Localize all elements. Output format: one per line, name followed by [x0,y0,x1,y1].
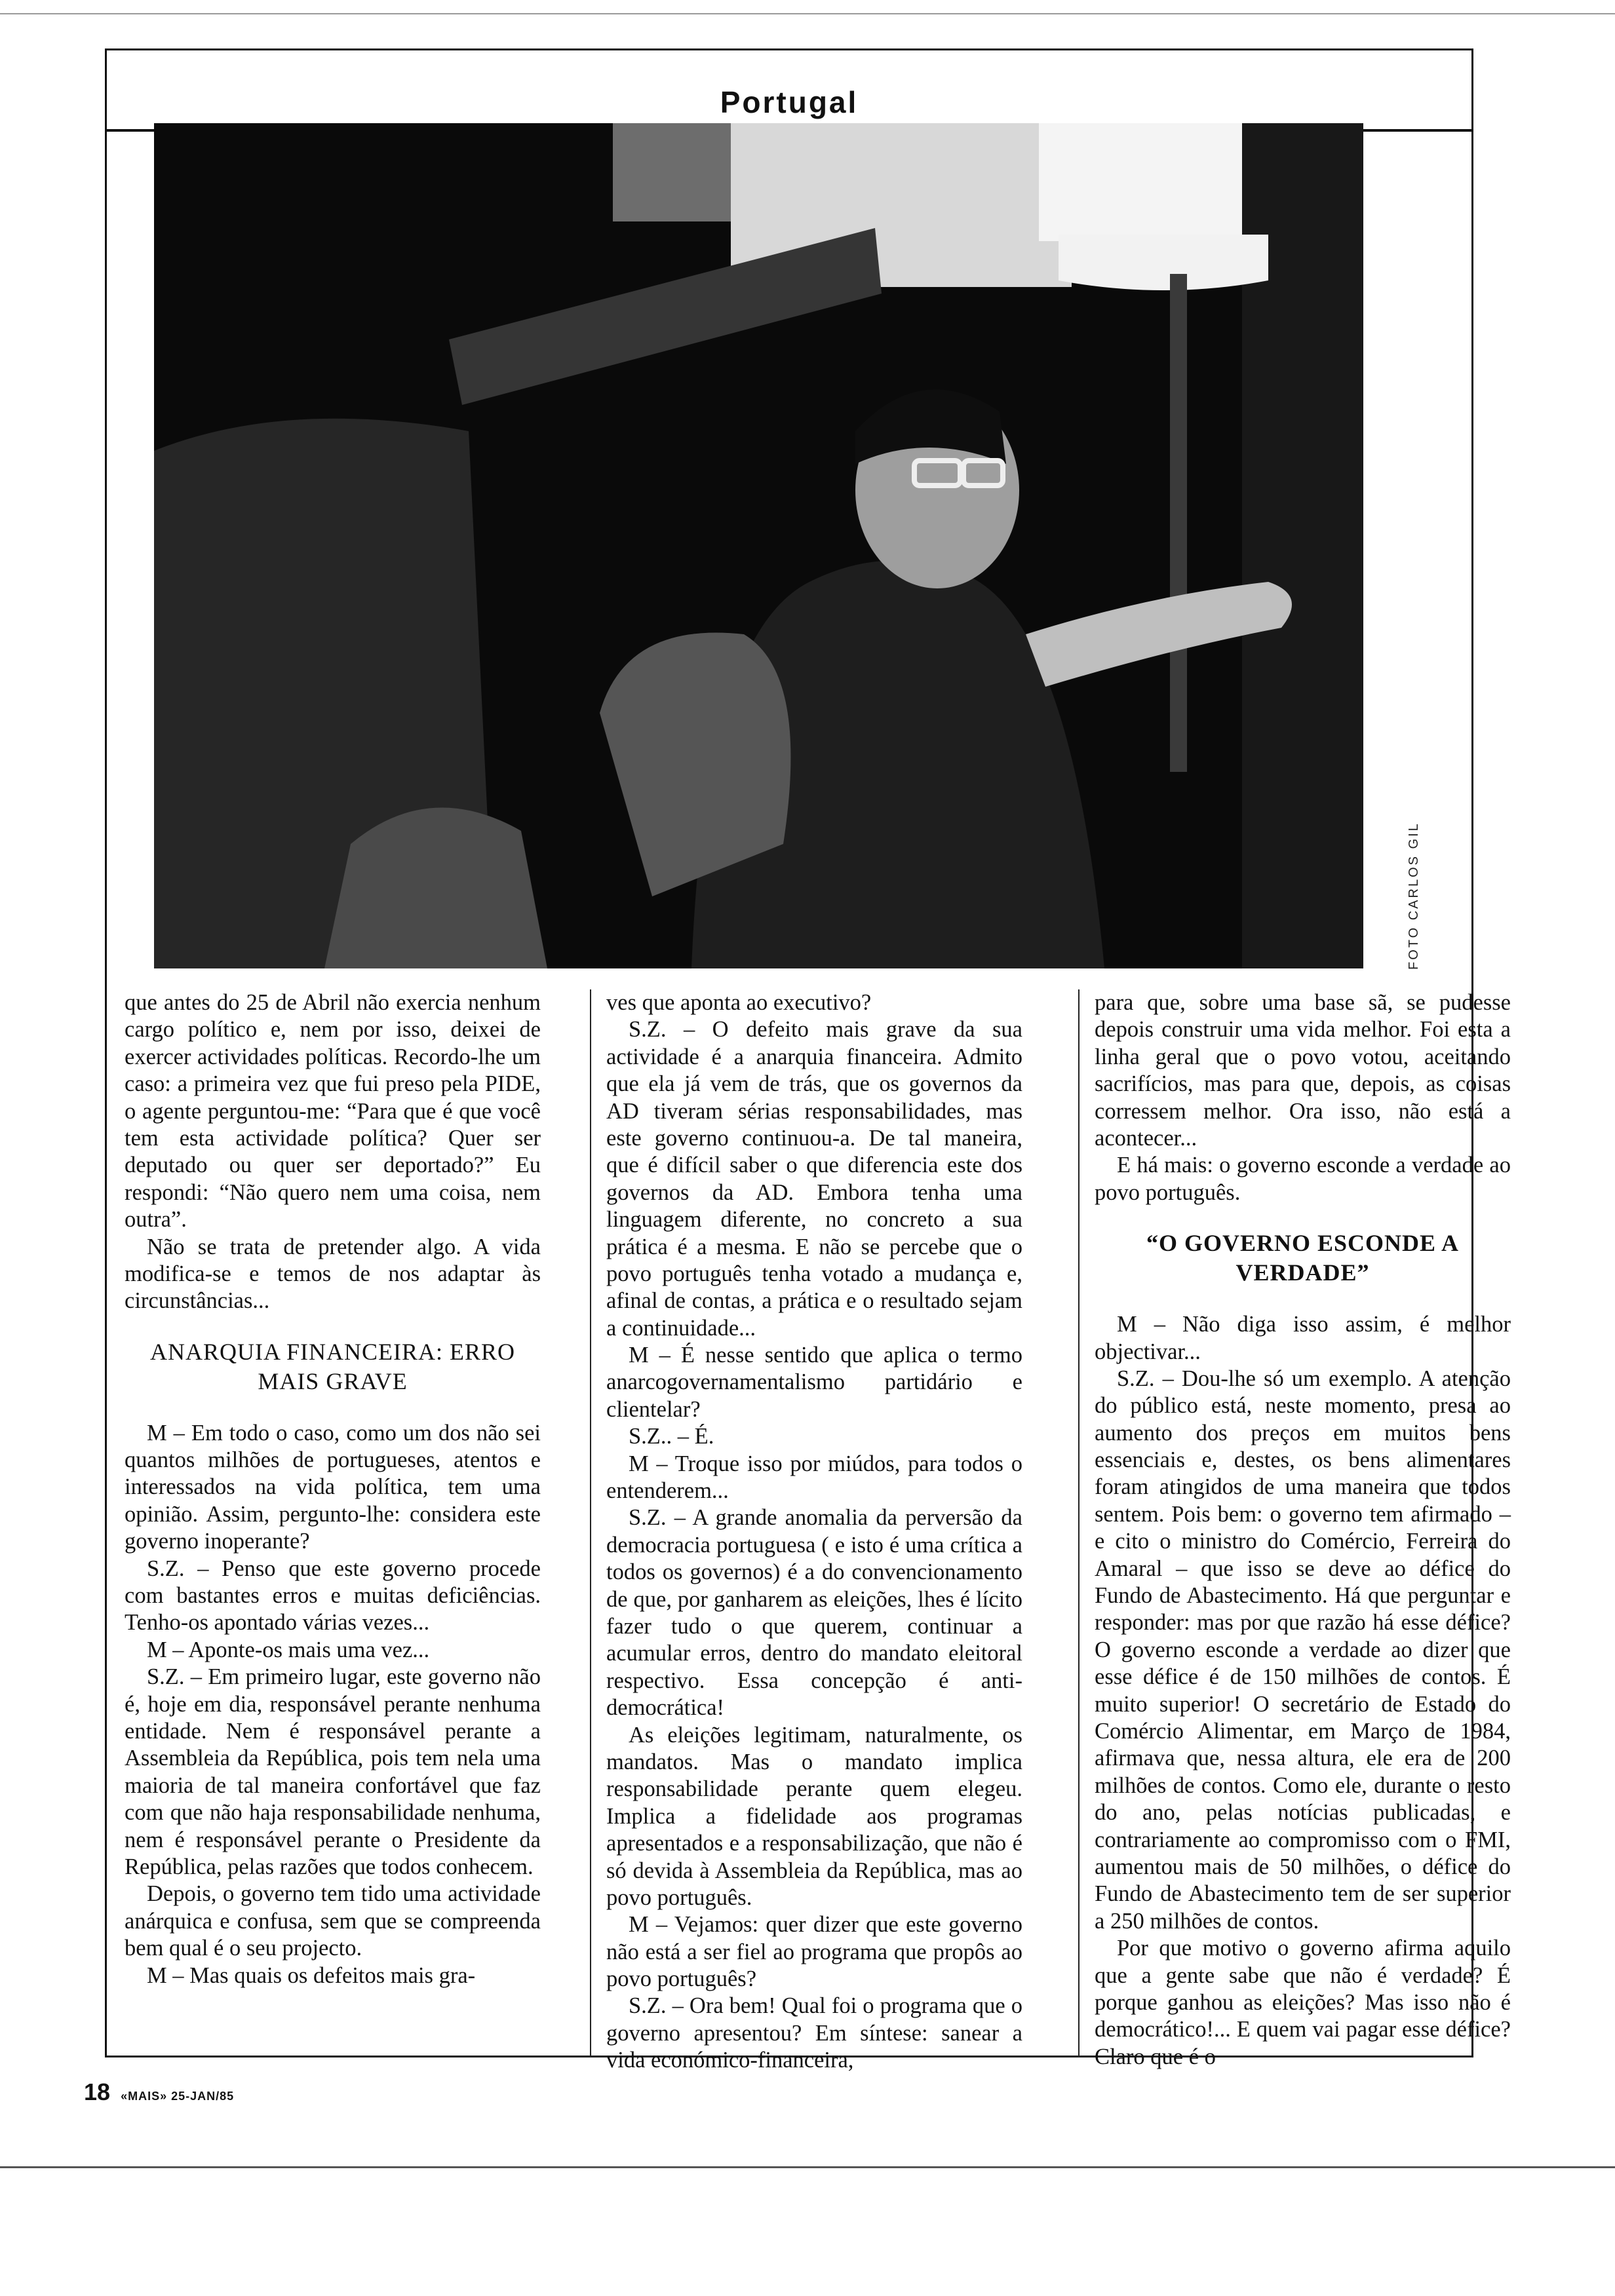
page-number: 18 [84,2078,111,2105]
paragraph: M – Mas quais os defeitos mais gra- [147,1962,476,1988]
scan-edge-top [0,13,1615,14]
paragraph: M – Aponte-os mais uma vez... [147,1637,430,1662]
paragraph: Depois, o governo tem tido uma actividade anárquica e confusa, sem que se compreenda bem qual é o seu projecto. [125,1881,541,1961]
paragraph: M – Em todo o caso, como um dos não sei quantos milhões de portugueses, atentos e interessados na vida política, tem uma opinião. Assim, pergunto-lhe: considera este governo inoperante? [125,1420,541,1554]
column-divider [1078,989,1080,2057]
article-photo [154,123,1363,968]
paragraph: S.Z. – A grande anomalia da perversão da democracia portuguesa ( e isto é uma crítica a todos os governos) é a do convencionamento de que, por ganharem as eleições, lhes é lícito fazer tudo o que querem, continuar a acumular erros, dentro do mandato eleitoral respectivo. Essa concepção é anti-democrática! [606,1505,1022,1721]
paragraph: M – Vejamos: quer dizer que este governo não está a ser fiel ao programa que propôs ao povo português? [606,1912,1022,1992]
article-column-2 [606,989,1022,2075]
paragraph: que antes do 25 de Abril não exercia nenhum cargo político e, nem por isso, deixei de exercer actividades políticas. Recordo-lhe um caso: a primeira vez que fui preso pela PIDE, o agente perguntou-me: “Para que é que você tem esta actividade política? Quer ser deputado ou quer ser deportado?” Eu respondi: “Não quero nem uma coisa, nem outra”. [125,990,541,1233]
paragraph: para que, sobre uma base sã, se pudesse depois construir uma vida melhor. Foi esta a linha geral que o povo votou, aceitando sacrifícios, mas para que, depois, as coisas corressem melhor. Ora isso, não está a acontecer... [1095,990,1511,1151]
paragraph: As eleições legitimam, naturalmente, os mandatos. Mas o mandato implica responsabilidade perante quem elegeu. Implica a fidelidade aos programas apresentados e a responsabilização, que não é só devida à Assembleia da República, mas ao povo português. [606,1722,1022,1910]
paragraph: S.Z. – Penso que este governo procede com bastantes erros e muitas deficiências. Tenho-os apontado várias vezes... [125,1556,541,1636]
paragraph: E há mais: o governo esconde a verdade ao povo português. [1095,1153,1511,1205]
paragraph: M – Troque isso por miúdos, para todos o entenderem... [606,1451,1022,1504]
subheading-governo: “O GOVERNO ESCONDE A VERDADE” [1146,1230,1460,1286]
paragraph: S.Z. – Dou-lhe só um exemplo. A atenção do público está, neste momento, presa ao aumento dos preços em muitos bens essenciais e, destes, os bens alimentares foram atingidos de uma maneira que todos sentem. Pois bem: o governo tem afirmado – e cito o ministro do Comércio, Ferreira do Amaral – que isso se deve ao défice do Fundo de Abastecimento. Há que perguntar e responder: mas por que razão há esse défice? O governo esconde a verdade ao dizer que esse défice é de 150 milhões de contos. É muito superior! O secretário de Estado do Comércio Alimentar, em Março de 1984, afirmava que, nessa altura, ele era de 200 milhões de contos. Como ele, durante o resto do ano, pelas notícias publicadas, e contrariamente ao compromisso com o FMI, aumentou mais de 50 milhões, o défice do Fundo de Abastecimento tem de ser superior a 250 milhões de contos. [1095,1366,1511,1934]
paragraph: Não se trata de pretender algo. A vida modifica-se e temos de nos adaptar às circunstâncias... [125,1234,541,1314]
paragraph: Por que motivo o governo afirma aquilo que a gente sabe que não é verdade? É porque ganhou as eleições? Mas isso não é democrático!... E quem vai pagar esse défice? Claro que é o [1095,1936,1511,2069]
article-column-3 [1095,989,1511,2071]
section-header [107,50,1471,132]
paragraph: ves que aponta ao executivo? [606,990,872,1015]
publication-info: «MAIS» 25-JAN/85 [121,2090,235,2103]
scan-edge-bottom [0,2166,1615,2168]
page-footer [84,2078,234,2106]
paragraph: M – Não diga isso assim, é melhor objectivar... [1095,1312,1511,1364]
paragraph: S.Z. – Ora bem! Qual foi o programa que o governo apresentou? Em síntese: sanear a vida económico-financeira, [606,1993,1022,2073]
photo-illustration [154,123,1363,968]
section-title: Portugal [720,85,859,119]
column-divider [590,989,591,2057]
article-column-1 [125,989,541,1989]
subheading-anarquia: ANARQUIA FINANCEIRA: ERRO MAIS GRAVE [149,1338,516,1394]
photo-credit: FOTO CARLOS GIL [1407,822,1421,970]
paragraph: S.Z. – O defeito mais grave da sua actividade é a anarquia financeira. Admito que ela já vem de trás, que os governos da AD tiveram sérias responsabilidades, mas este governo continuou-a. De tal maneira, que é difícil saber o que diferencia este dos governos da AD. Embora tenha uma linguagem diferente, no concreto a sua prática é a mesma. E não se percebe que o povo português tenha votado a mudança e, afinal de contas, a prática e o resultado sejam a continuidade... [606,1017,1022,1341]
paragraph: M – É nesse sentido que aplica o termo anarcogovernamentalismo partidário e clientelar? [606,1343,1022,1422]
paragraph: S.Z. – Em primeiro lugar, este governo não é, hoje em dia, responsável perante nenhuma entidade. Nem é responsável perante a Assembleia da República, pois tem nela uma maioria de tal maneira confortável que faz com que não haja responsabilidade nenhuma, nem é responsável perante o Presidente da República, pelas razões que todos conhecem. [125,1664,541,1879]
paragraph: S.Z.. – É. [629,1424,714,1449]
